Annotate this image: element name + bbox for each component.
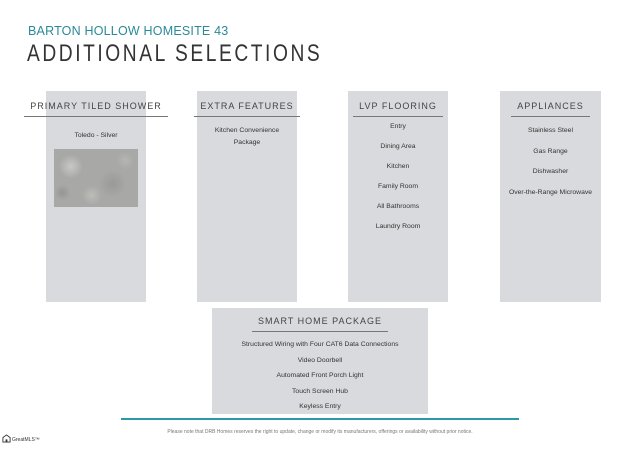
appliances-item: Over-the-Range Microwave: [508, 188, 593, 196]
shower-heading: PRIMARY TILED SHOWER: [24, 101, 168, 117]
flooring-heading: LVP FLOORING: [353, 101, 443, 117]
flooring-item: Dining Area: [380, 143, 416, 150]
extras-heading: EXTRA FEATURES: [194, 101, 299, 117]
tile-swatch-image: [54, 149, 138, 207]
smart-home-heading: SMART HOME PACKAGE: [252, 316, 388, 332]
disclaimer-text: Please note that DRB Homes reserves the right to update, change or modify its manufacturers, offerings or availability without prior notice.: [167, 429, 473, 435]
smart-home-panel: [212, 308, 428, 414]
smart-home-item: Structured Wiring with Four CAT6 Data Connections: [241, 341, 399, 348]
header-subtitle: BARTON HOLLOW HOMESITE 43: [28, 24, 229, 38]
flooring-item: Laundry Room: [375, 223, 421, 230]
logo-text: GreatMLS™: [12, 437, 40, 443]
flooring-item: Kitchen: [386, 163, 410, 170]
house-logo-icon: [2, 434, 11, 443]
smart-home-item: Keyless Entry: [299, 403, 341, 410]
extras-item: Package: [233, 139, 261, 146]
extras-item: Kitchen Convenience: [214, 127, 280, 134]
smart-home-item: Video Doorbell: [297, 356, 343, 364]
shower-panel: [30, 91, 162, 302]
smart-home-item: Touch Screen Hub: [292, 387, 348, 395]
page-title: ADDITIONAL SELECTIONS: [27, 40, 323, 67]
appliances-item: Gas Range: [533, 147, 568, 155]
flooring-panel: [348, 91, 448, 302]
extras-panel: [197, 91, 297, 302]
appliances-panel: [500, 91, 601, 302]
mls-logo: [2, 434, 40, 443]
flooring-item: Entry: [390, 123, 406, 130]
appliances-heading: APPLIANCES: [511, 101, 590, 117]
appliances-item: Dishwasher: [532, 168, 569, 175]
flooring-item: Family Room: [377, 183, 419, 190]
smart-home-item: Automated Front Porch Light: [276, 372, 364, 379]
appliances-item: Stainless Steel: [528, 127, 573, 134]
shower-item: Toledo - Silver: [74, 132, 118, 139]
footer-divider: [121, 418, 519, 420]
flooring-item: All Bathrooms: [376, 203, 420, 210]
